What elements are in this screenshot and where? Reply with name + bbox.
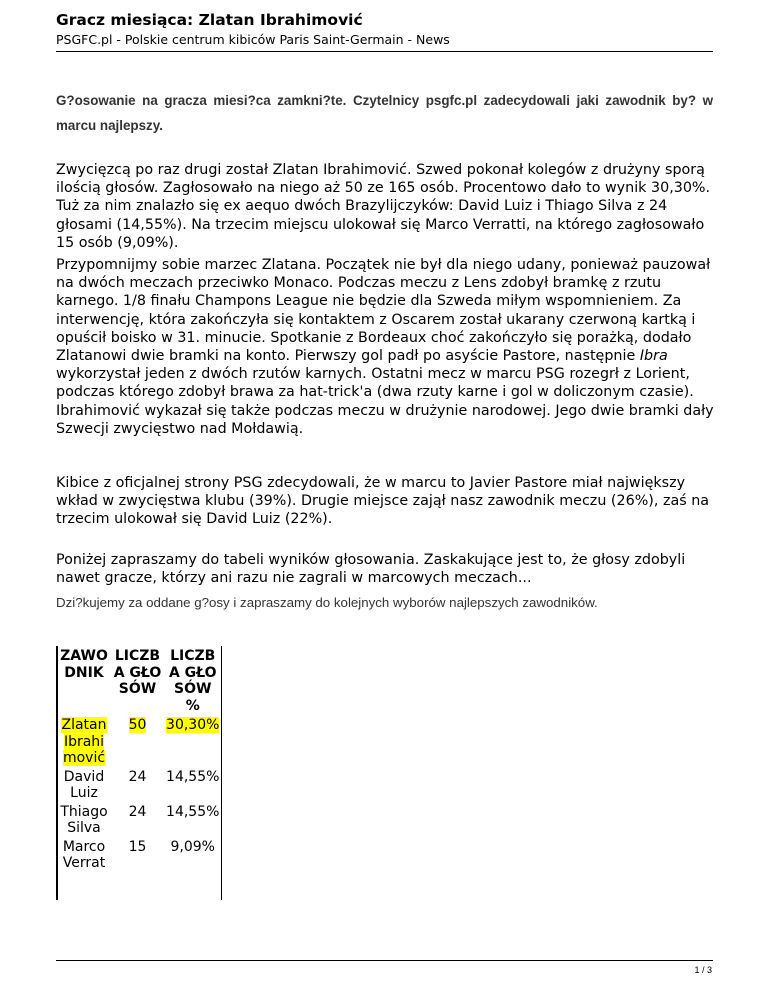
header-title: Gracz miesiąca: Zlatan Ibrahimović (56, 11, 363, 29)
votes-cell (110, 717, 165, 769)
paragraph-2-text-b: wykorzystał jeden z dwóch rzutów karnych. Ostatni mecz w marcu PSG rozegrł z Lorient, podczas którego zdobył brawa za hat-trick'a (dwa rzuty karne i gol w doliczonym czasie). Ibrahimović wykazał się także podczas meczu w drużynie narodowej. Jego dwie bramki dały Szwecji zwycięstwo nad Mołdawią. (56, 366, 714, 437)
table-row (57, 804, 221, 839)
table-header-row (57, 646, 221, 717)
highlighted-votes: 50 (128, 717, 147, 733)
highlighted-percent: 30,30% (166, 717, 220, 733)
article-paragraph-4: Poniżej zapraszamy do tabeli wyników głosowania. Zaskakujące jest to, że głosy zdobyli nawet gracze, którzy ani razu nie zagrali w marcowych meczach... (56, 552, 686, 587)
table-row (57, 717, 221, 769)
votes-cell: 24 (128, 768, 147, 785)
votes-cell: 24 (128, 803, 147, 820)
player-name-cell: David Luiz (63, 768, 105, 801)
percent-cell: 14,55% (166, 803, 220, 820)
results-table (56, 646, 222, 900)
votes-cell: 15 (128, 838, 147, 855)
column-header-percent: LICZBA GŁOSÓW % (168, 648, 217, 714)
header-subtitle: PSGFC.pl - Polskie centrum kibiców Paris Saint-Germain - News (56, 32, 450, 47)
footer-divider (56, 960, 713, 961)
table-row (57, 839, 221, 874)
player-name-cell: Marco Verrat (62, 838, 106, 871)
column-header-player: ZAWODNIK (60, 648, 108, 681)
article-paragraph-2 (56, 256, 726, 438)
paragraph-2-italic-ibra: Ibra (639, 348, 668, 365)
percent-cell: 14,55% (166, 768, 220, 785)
page-number: 1 / 3 (694, 965, 712, 975)
article-thanks-note: Dzi?kujemy za oddane g?osy i zapraszamy do kolejnych wyborów najlepszych zawodników. (56, 595, 598, 610)
percent-cell: 9,09% (170, 838, 215, 855)
article-lead: G?osowanie na gracza miesi?ca zamkni?te. Czytelnicy psgfc.pl zadecydowali jaki zawodnik by? w marcu najlepszy. (56, 93, 713, 133)
table-row (57, 769, 221, 804)
highlighted-player-name: Zlatan Ibrahimović (61, 717, 107, 766)
article-paragraph-3: Kibice z oficjalnej strony PSG zdecydowali, że w marcu to Javier Pastore miał największy wkład w zwycięstwa klubu (39%). Drugie miejsce zajął nasz zawodnik meczu (26%), zaś na trzecim ulokował się David Luiz (22%). (56, 475, 710, 528)
player-name-cell (57, 717, 110, 769)
percent-cell (165, 717, 221, 769)
header-divider (56, 51, 713, 52)
table-continuation-row (57, 874, 221, 900)
article-paragraph-1: Zwycięzcą po raz drugi został Zlatan Ibrahimović. Szwed pokonał kolegów z drużyny sporą ilością głosów. Zagłosowało na niego aż 50 ze 165 osób. Procentowo dało to wynik 30,30%. Tuż za nim znalazło się ex aequo dwóch Brazylijczyków: David Luiz i Thiago Silva z 24 głosami (14,55%). Na trzecim miejscu ulokował się Marco Verratti, na którego zagłosowało 15 osób (9,09%). (56, 162, 711, 251)
paragraph-2-text-a: Przypomnijmy sobie marzec Zlatana. Początek nie był dla niego udany, ponieważ pauzował na dwóch meczach przeciwko Monaco. Podczas meczu z Lens zdobył bramkę z rzutu karnego. 1/8 finału Champons League nie będzie dla Szweda miłym wspomnieniem. Za interwencję, która zakończyła się kontaktem z Oscarem został ukarany czerwoną kartką i opuścił boisko w 31. minucie. Spotkanie z Bordeaux choć zakończyło się porażką, dodało Zlatanowi dwie bramki na konto. Pierwszy gol padł po asyście Pastore, następnie (56, 257, 711, 365)
player-name-cell: Thiago Silva (60, 803, 108, 836)
column-header-votes: LICZBA GŁOSÓW (113, 648, 162, 697)
